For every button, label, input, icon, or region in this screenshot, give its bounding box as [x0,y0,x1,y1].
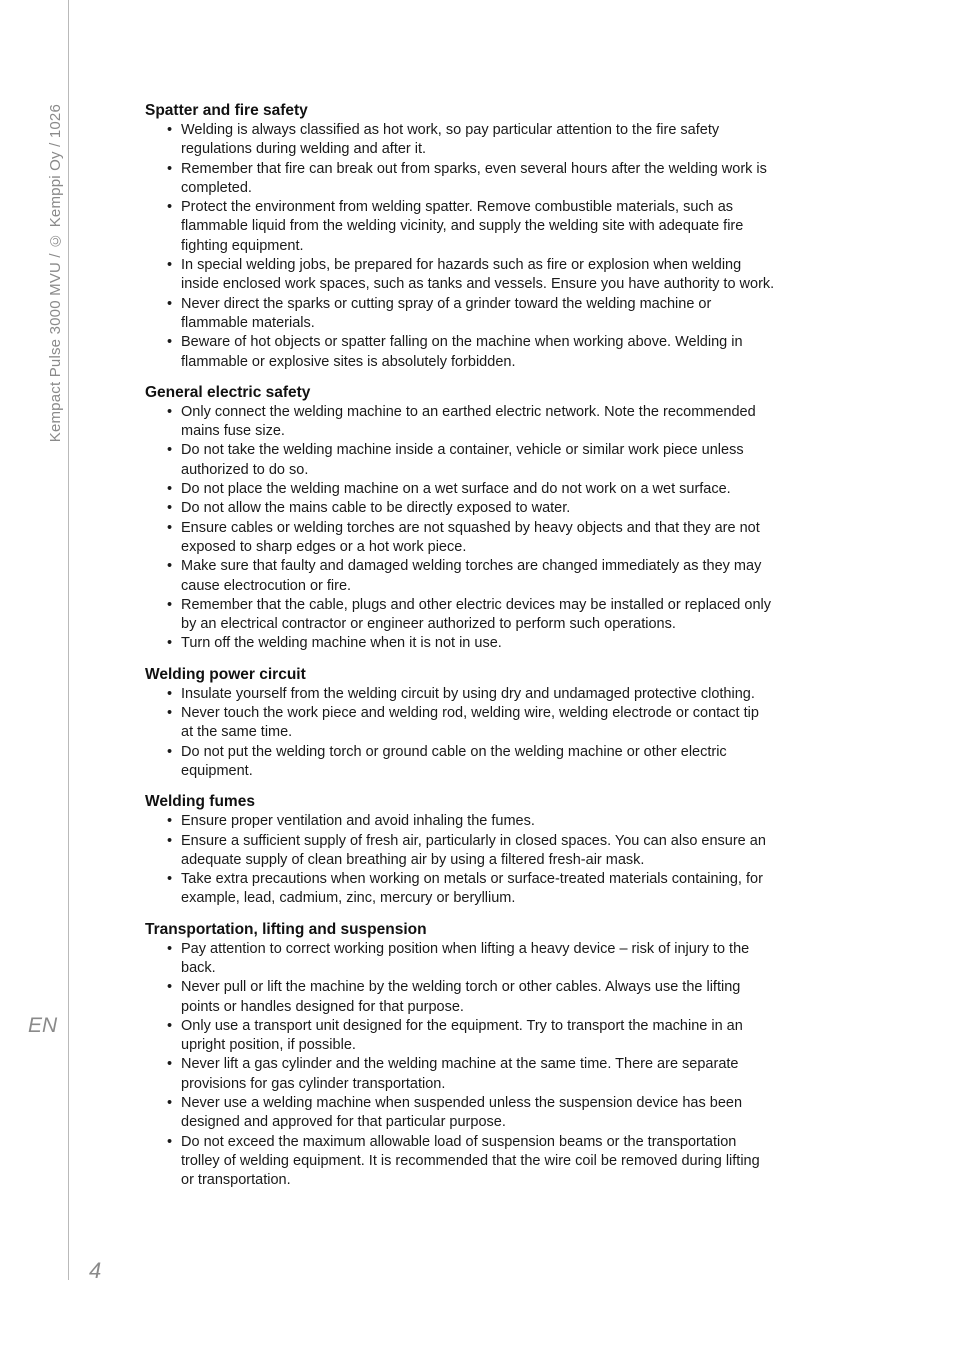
section-title: Welding power circuit [145,665,306,683]
list-item-text: Only use a transport unit designed for the equipment. Try to transport the machine in an upright position, if possible. [181,1017,743,1054]
bullet-icon: • [167,442,173,459]
list-item [145,499,775,518]
bullet-icon: • [167,1095,173,1112]
bullet-icon: • [167,635,173,652]
list-item-text: Protect the environment from welding spatter. Remove combustible materials, such as flammable liquid from the welding vicinity, and supply the welding site with adequate fire fighting equipment. [181,199,744,254]
list-item [145,295,775,334]
list-item [145,685,775,704]
list-item [145,403,775,442]
bullet-icon: • [167,813,173,830]
list-item-text: Do not put the welding torch or ground cable on the welding machine or other electric equipment. [181,743,727,779]
list-item [145,557,775,596]
bullet-icon: • [167,871,173,888]
list-item-text: Ensure proper ventilation and avoid inhaling the fumes. [181,813,535,830]
list-item-text: Welding is always classified as hot work, so pay particular attention to the fire safety regulations during welding and after it. [181,122,720,158]
list-item-text: In special welding jobs, be prepared for hazards such as fire or explosion when welding inside enclosed work spaces, such as tanks and vessels. Ensure you have authority to work. [181,257,775,293]
document-id-label: Kempact Pulse 3000 MVU / © Kemppi Oy / 1026 [47,104,64,443]
bullet-icon: • [167,596,173,613]
list-item-text: Do not take the welding machine inside a container, vehicle or similar work piece unless authorized to do so. [181,442,744,478]
list-item-text: Never use a welding machine when suspended unless the suspension device has been designed and approved for that particular purpose. [181,1095,743,1131]
list-item [145,743,775,782]
list-item [145,256,775,295]
list-item-text: Pay attention to correct working position when lifting a heavy device – risk of injury to the back. [181,940,750,976]
list-item [145,333,775,372]
section [145,791,775,908]
list-item [145,480,775,499]
bullet-icon: • [167,705,173,722]
list-item [145,812,775,831]
bullet-icon: • [167,500,173,517]
bullet-icon: • [167,334,173,351]
bullet-icon: • [167,685,173,702]
list-item [145,198,775,256]
section [145,100,775,372]
page-content [145,100,775,1201]
list-item-text: Never pull or lift the machine by the welding torch or other cables. Always use the lifting points or handles designed for that purpose. [181,979,741,1015]
list-item [145,870,775,909]
list-item [145,441,775,480]
bullet-icon: • [167,257,173,274]
bullet-icon: • [167,558,173,575]
bullet-icon: • [167,199,173,216]
section [145,664,775,781]
margin-rule [68,0,69,1280]
list-item-text: Remember that the cable, plugs and other electric devices may be installed or replaced only by an electrical contractor or engineer authorized to perform such operations. [181,596,771,633]
list-item-text: Make sure that faulty and damaged welding torches are changed immediately as they may cause electrocution or fire. [181,558,762,594]
bullet-list [145,121,775,372]
bullet-icon: • [167,403,173,420]
bullet-icon: • [167,940,173,957]
bullet-icon: • [167,979,173,996]
list-item-text: Insulate yourself from the welding circuit by using dry and undamaged protective clothing. [181,685,755,702]
list-item [145,121,775,160]
bullet-icon: • [167,1133,173,1150]
bullet-list [145,940,775,1191]
list-item-text: Remember that fire can break out from sparks, even several hours after the welding work is completed. [181,160,767,196]
bullet-icon: • [167,295,173,312]
list-item-text: Never direct the sparks or cutting spray of a grinder toward the welding machine or flammable materials. [181,295,712,331]
list-item [145,978,775,1017]
bullet-list [145,812,775,908]
section-title: General electric safety [145,383,311,401]
language-code: EN [28,1014,58,1037]
bullet-list [145,685,775,781]
section [145,919,775,1191]
page-number: 4 [89,1258,102,1283]
list-item [145,1055,775,1094]
list-item [145,832,775,871]
list-item-text: Turn off the welding machine when it is not in use. [181,635,502,652]
bullet-icon: • [167,160,173,177]
list-item-text: Ensure cables or welding torches are not squashed by heavy objects and that they are not exposed to sharp edges or a hot work piece. [181,519,760,555]
section-title: Welding fumes [145,793,255,811]
bullet-list [145,403,775,654]
list-item-text: Never touch the work piece and welding rod, welding wire, welding electrode or contact tip at the same time. [181,705,759,741]
list-item-text: Ensure a sufficient supply of fresh air, particularly in closed spaces. You can also ensure an adequate supply of clean breathing air by using a filtered fresh-air mask. [181,832,766,868]
list-item [145,519,775,558]
list-item [145,634,775,653]
section [145,382,775,654]
list-item-text: Do not allow the mains cable to be directly exposed to water. [181,500,571,517]
list-item [145,704,775,743]
list-item [145,160,775,199]
bullet-icon: • [167,122,173,138]
list-item [145,1017,775,1056]
section-title: Spatter and fire safety [145,102,308,119]
list-item-text: Beware of hot objects or spatter falling on the machine when working above. Welding in flammable or explosive sites is absolutely forbidden. [181,334,743,370]
bullet-icon: • [167,832,173,849]
bullet-icon: • [167,743,173,760]
bullet-icon: • [167,519,173,536]
bullet-icon: • [167,481,173,498]
list-item [145,940,775,979]
bullet-icon: • [167,1017,173,1034]
list-item-text: Do not place the welding machine on a wet surface and do not work on a wet surface. [181,481,731,498]
bullet-icon: • [167,1056,173,1073]
list-item [145,596,775,635]
section-title: Transportation, lifting and suspension [145,920,427,938]
list-item [145,1133,775,1191]
list-item [145,1094,775,1133]
list-item-text: Never lift a gas cylinder and the welding machine at the same time. There are separate provisions for gas cylinder transportation. [181,1056,739,1092]
list-item-text: Do not exceed the maximum allowable load of suspension beams or the transportation trolley of welding equipment. It is recommended that the wire coil be removed during lifting or transportation. [181,1133,760,1189]
list-item-text: Only connect the welding machine to an earthed electric network. Note the recommended mains fuse size. [181,403,756,440]
list-item-text: Take extra precautions when working on metals or surface-treated materials containing, for example, lead, cadmium, zinc, mercury or beryllium. [181,871,763,907]
